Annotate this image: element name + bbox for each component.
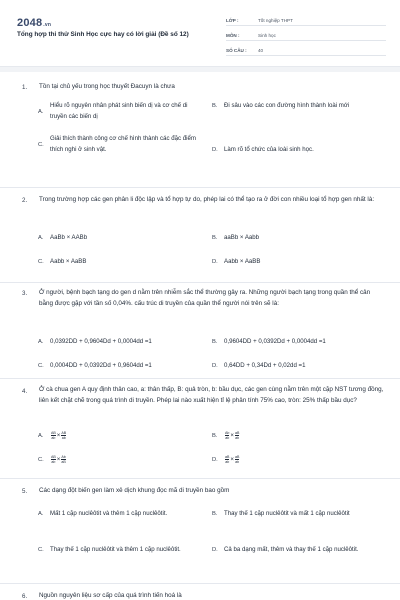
option-text: 0,0004DD + 0,0392Dd + 0,9604dd =1 [50,362,152,369]
cross-formula: $\frac{AB}{ab}$ × $\frac{Ab}{aB}$ [51,455,66,464]
option-letter: D. [212,457,218,464]
genotype-fraction: $\frac{Ab}{aB}$ [61,455,66,464]
meta-key: MÔN : [226,33,240,38]
genotype-fraction: $\frac{AB}{ab}$ [51,431,56,440]
genotype-fraction: $\frac{aB}{ab}$ [234,431,240,440]
option-letter: B. [212,511,218,518]
meta-key: LỚP : [226,18,239,23]
question-text: Các dạng đột biến gen làm xê dịch khung đọc mã di truyền bao gồm [39,487,230,494]
option-letter: A. [38,511,44,518]
cross-formula: $\frac{AB}{ab}$ × $\frac{AB}{ab}$ [51,431,67,440]
option-c[interactable] [38,361,152,372]
option-text: Thay thế 1 cặp nuclêôtit và mất 1 cặp nuclêôtit [224,510,350,517]
option-a[interactable] [38,233,87,244]
option-letter: D. [212,259,218,266]
question-divider [0,583,400,584]
question-divider [0,478,400,479]
option-text: 0,0392DD + 0,9604Dd + 0,0004dd =1 [50,338,152,345]
option-a[interactable] [38,337,152,348]
question-number: 1. [22,84,28,91]
question-number: 2. [22,197,28,204]
option-b[interactable] [212,101,382,112]
genotype-fraction: $\frac{aB}{ab}$ [234,455,240,464]
option-text: Cả ba dạng mất, thêm và thay thế 1 cặp nuclêôtit. [224,546,359,553]
cross-formula: $\frac{Ab}{ab}$ × $\frac{aB}{ab}$ [225,431,240,440]
option-letter: C. [38,457,44,464]
question-text: Ở cà chua gen A quy định thân cao, a: thân thấp, B: quả tròn, b: bầu dục, các gen cùng nằm trên một cặp NST tương đồng, liên kết chặt chẽ trong quá trình di truyền. Phép lai nào xuất hiện tỉ lệ phân tính 75% cao, tròn: 25% thấp bầu dục? [39,386,384,404]
option-b[interactable] [212,337,326,348]
document-header [0,0,400,62]
option-text: aaBb × Aabb [224,234,260,241]
option-letter: B. [212,103,218,110]
option-c[interactable] [38,257,86,268]
meta-value: 40 [258,48,264,53]
option-c[interactable] [38,455,67,466]
header-divider [0,66,400,72]
option-letter: A. [38,108,44,115]
document-meta [226,14,386,59]
option-letter: B. [212,235,218,242]
option-b[interactable] [212,431,240,442]
brand-logo[interactable] [17,17,51,29]
option-letter: A. [38,433,44,440]
document-title: Tổng hợp thi thử Sinh Học cực hay có lời giải (Đề số 12) [17,31,189,38]
option-text: Giải thích thành công cơ chế hình thành các đặc điểm thích nghi ở sinh vật. [50,135,196,153]
cross-formula: $\frac{aB}{ab}$ × $\frac{aB}{ab}$ [225,455,240,464]
meta-key: SỐ CÂU : [226,48,247,53]
option-letter: C. [38,141,44,148]
option-letter: A. [38,235,44,242]
genotype-fraction: $\frac{Ab}{ab}$ [225,431,230,440]
option-letter: D. [212,147,218,154]
meta-row-count [226,44,386,56]
option-text: Làm rõ tổ chức của loài sinh học. [224,146,314,153]
question-number: 4. [22,388,28,395]
option-letter: C. [38,547,44,554]
option-text: 0,9604DD + 0,0392Dd + 0,0004dd =1 [224,338,326,345]
question-number: 3. [22,290,28,297]
option-text: Mất 1 cặp nuclêôtit và thêm 1 cặp nuclêôtit. [50,510,168,517]
brand-name: 2048 [17,17,43,29]
option-b[interactable] [212,509,382,520]
option-c[interactable] [38,134,208,155]
option-d[interactable] [212,361,305,372]
option-text: Thay thế 1 cặp nuclêôtit và thêm 1 cặp nuclêôtit. [50,546,181,553]
option-text: Aabb × AaBB [224,258,261,265]
option-letter: B. [212,339,218,346]
question-divider [0,187,400,188]
question-number: 6. [22,593,28,600]
question-text: Tồn tại chủ yếu trong học thuyết Đacuyn là chưa [39,83,175,90]
option-text: AaBb × AABb [50,234,88,241]
option-d[interactable] [212,545,382,556]
option-c[interactable] [38,545,208,556]
option-letter: D. [212,363,218,370]
option-a[interactable] [38,509,208,520]
meta-row-class [226,14,386,26]
option-text: 0,64DD + 0,34Dd + 0,02dd =1 [224,362,306,369]
option-text: Aabb × AaBB [50,258,87,265]
option-letter: C. [38,363,44,370]
option-d[interactable] [212,257,260,268]
genotype-fraction: $\frac{AB}{ab}$ [51,455,56,464]
option-letter: B. [212,433,218,440]
question-divider [0,378,400,379]
meta-row-subject [226,29,386,41]
option-letter: D. [212,547,218,554]
question-text: Trong trường hợp các gen phân li độc lập và tổ hợp tự do, phép lai có thể tạo ra ở đời con nhiều loại tổ hợp gen nhất là: [39,196,375,203]
question-text: Ở người, bệnh bạch tạng do gen d nằm trên nhiễm sắc thể thường gây ra. Những người bạch tạng trong quần thể cân bằng được gặp với tần số 0,04%. cấu trúc di truyền của quần thể người nói trên sẽ là: [39,289,371,307]
option-a[interactable] [38,101,208,122]
option-letter: C. [38,259,44,266]
option-b[interactable] [212,233,259,244]
option-text: Hiểu rõ nguyên nhân phát sinh biến dị và cơ chế di truyền các biến dị [50,102,188,120]
option-d[interactable] [212,455,240,466]
question-text: Nguồn nguyên liệu sơ cấp của quá trình tiến hoá là [39,592,182,599]
option-text: Đi sâu vào các con đường hình thành loài mới [224,102,350,109]
option-letter: A. [38,339,44,346]
question-divider [0,282,400,283]
option-d[interactable] [212,145,382,156]
question-number: 5. [22,488,28,495]
meta-value: Tốt nghiệp THPT [258,18,293,23]
meta-value: Sinh học [258,33,276,38]
option-a[interactable] [38,431,67,442]
genotype-fraction: $\frac{aB}{ab}$ [225,455,230,464]
genotype-fraction: $\frac{AB}{ab}$ [61,431,67,440]
brand-suffix: .vn [43,22,52,28]
